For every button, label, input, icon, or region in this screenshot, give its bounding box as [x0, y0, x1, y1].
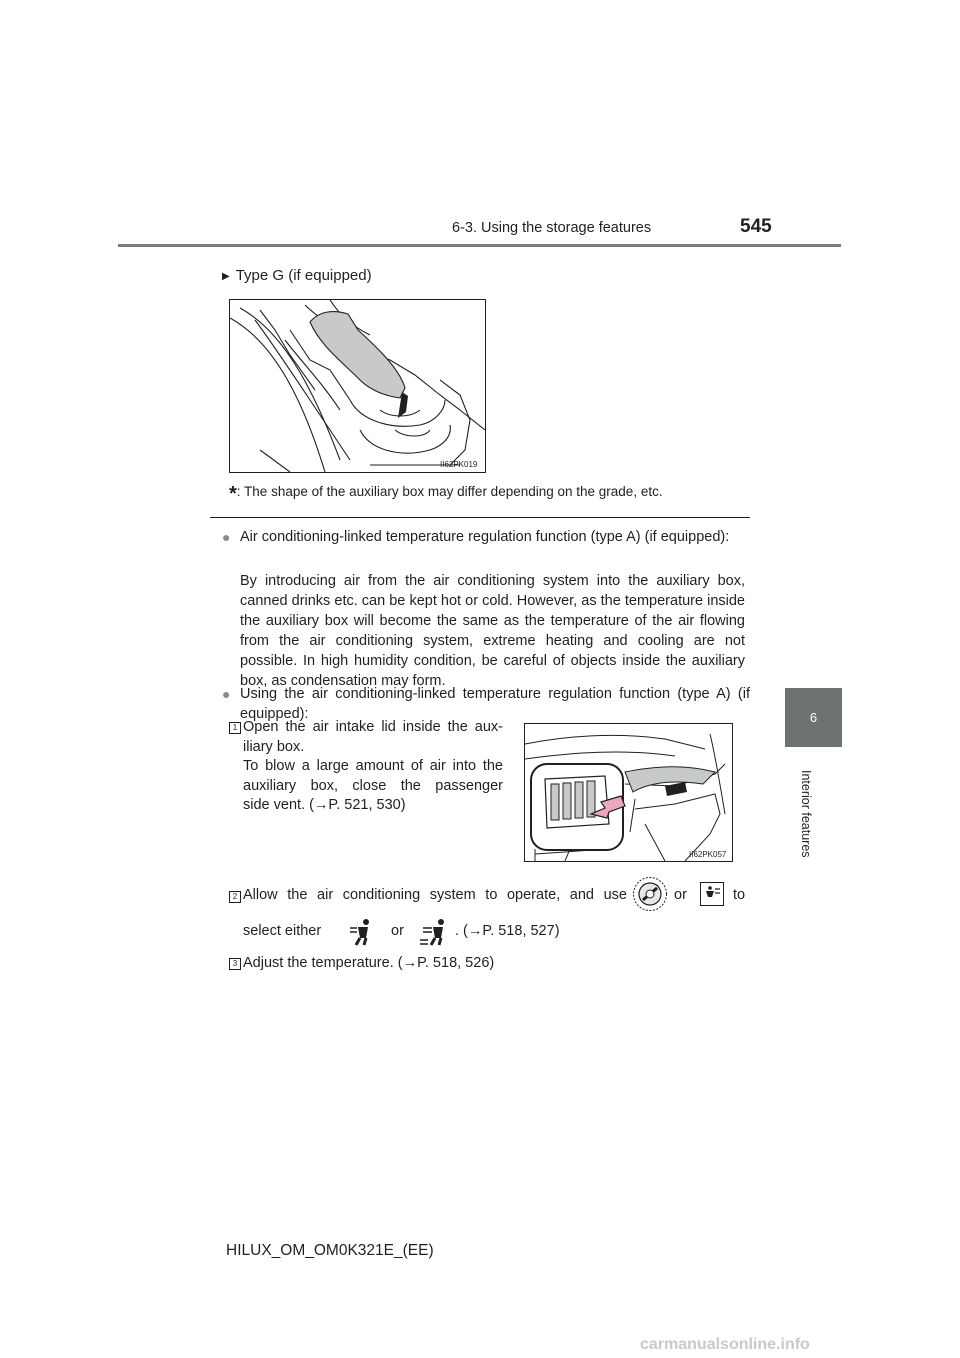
footnote-text: : The shape of the auxiliary box may differ depending on the grade, etc.	[236, 484, 663, 499]
mode-dial-icon[interactable]	[632, 876, 668, 912]
step-1-line: side vent. (→P. 521, 530)	[243, 797, 406, 813]
air-intake-illustration	[524, 723, 733, 862]
step-2-or-1: or	[674, 887, 687, 903]
header-rule	[118, 244, 841, 247]
document-code: HILUX_OM_OM0K321E_(EE)	[226, 1242, 434, 1259]
figure-2-caption: II62PK057	[689, 850, 727, 859]
bi-level-airflow-icon	[420, 918, 450, 946]
page-number: 545	[740, 216, 772, 237]
bullet-temperature-function	[222, 527, 750, 547]
section-title: 6-3. Using the storage features	[452, 220, 652, 236]
step-1-line: Open the air intake lid inside the aux-	[243, 719, 503, 735]
step-1-text	[243, 718, 503, 816]
air-outlet-mode-button-icon[interactable]	[700, 882, 724, 906]
step-1-line: iliary box.	[243, 738, 305, 755]
watermark: carmanualsonline.info	[640, 1336, 810, 1353]
triangle-bullet-icon: ▶	[222, 271, 230, 282]
step-2-or-2: or	[391, 923, 404, 939]
step-2-text-part1: Allow the air conditioning system to operate, and use	[243, 887, 627, 903]
step-2-ref: . (→P. 518, 527)	[455, 923, 560, 939]
step-2-select: select either	[243, 923, 322, 939]
type-heading-text: Type G (if equipped)	[235, 267, 372, 284]
chapter-label: Interior features	[799, 770, 813, 858]
face-airflow-icon	[348, 918, 376, 946]
section-divider	[210, 517, 750, 518]
console-drawing	[230, 300, 485, 472]
step-1-number: 1	[229, 722, 241, 734]
bullet-dot-icon: ●	[222, 686, 231, 702]
chapter-number: 6	[809, 710, 818, 725]
figure-1-caption: II62PK019	[440, 460, 478, 469]
footnote-asterisk: *	[229, 483, 237, 505]
step-1-line: To blow a large amount of air into the	[243, 758, 503, 774]
bullet-dot-icon: ●	[222, 529, 231, 545]
step-2-number: 2	[229, 891, 241, 903]
auxiliary-box-illustration	[229, 299, 486, 473]
footnote	[229, 483, 663, 506]
step-3-number: 3	[229, 958, 241, 970]
air-intake-drawing	[525, 724, 732, 861]
bullet-1-body: By introducing air from the air conditioning system into the auxiliary box, canned drinks etc. can be kept hot or cold. However, as the temperature inside the auxiliary box will become the same as the temperature of the air flowing from the air conditioning system, extreme heating and cooling are not possible. In high humidity condition, be careful of objects inside the auxiliary box, as condensation may form.	[240, 573, 745, 689]
step-1-line: auxiliary box, close the passenger	[243, 777, 503, 794]
type-heading	[222, 267, 372, 284]
bullet-1-title: Air conditioning-linked temperature regulation function (type A) (if equipped):	[240, 529, 730, 545]
step-2-to: to	[733, 887, 746, 903]
bullet-2-title: Using the air conditioning-linked temperature regulation function (type A) (if equipped):	[240, 686, 750, 722]
step-3-text: Adjust the temperature. (→P. 518, 526)	[243, 955, 495, 971]
